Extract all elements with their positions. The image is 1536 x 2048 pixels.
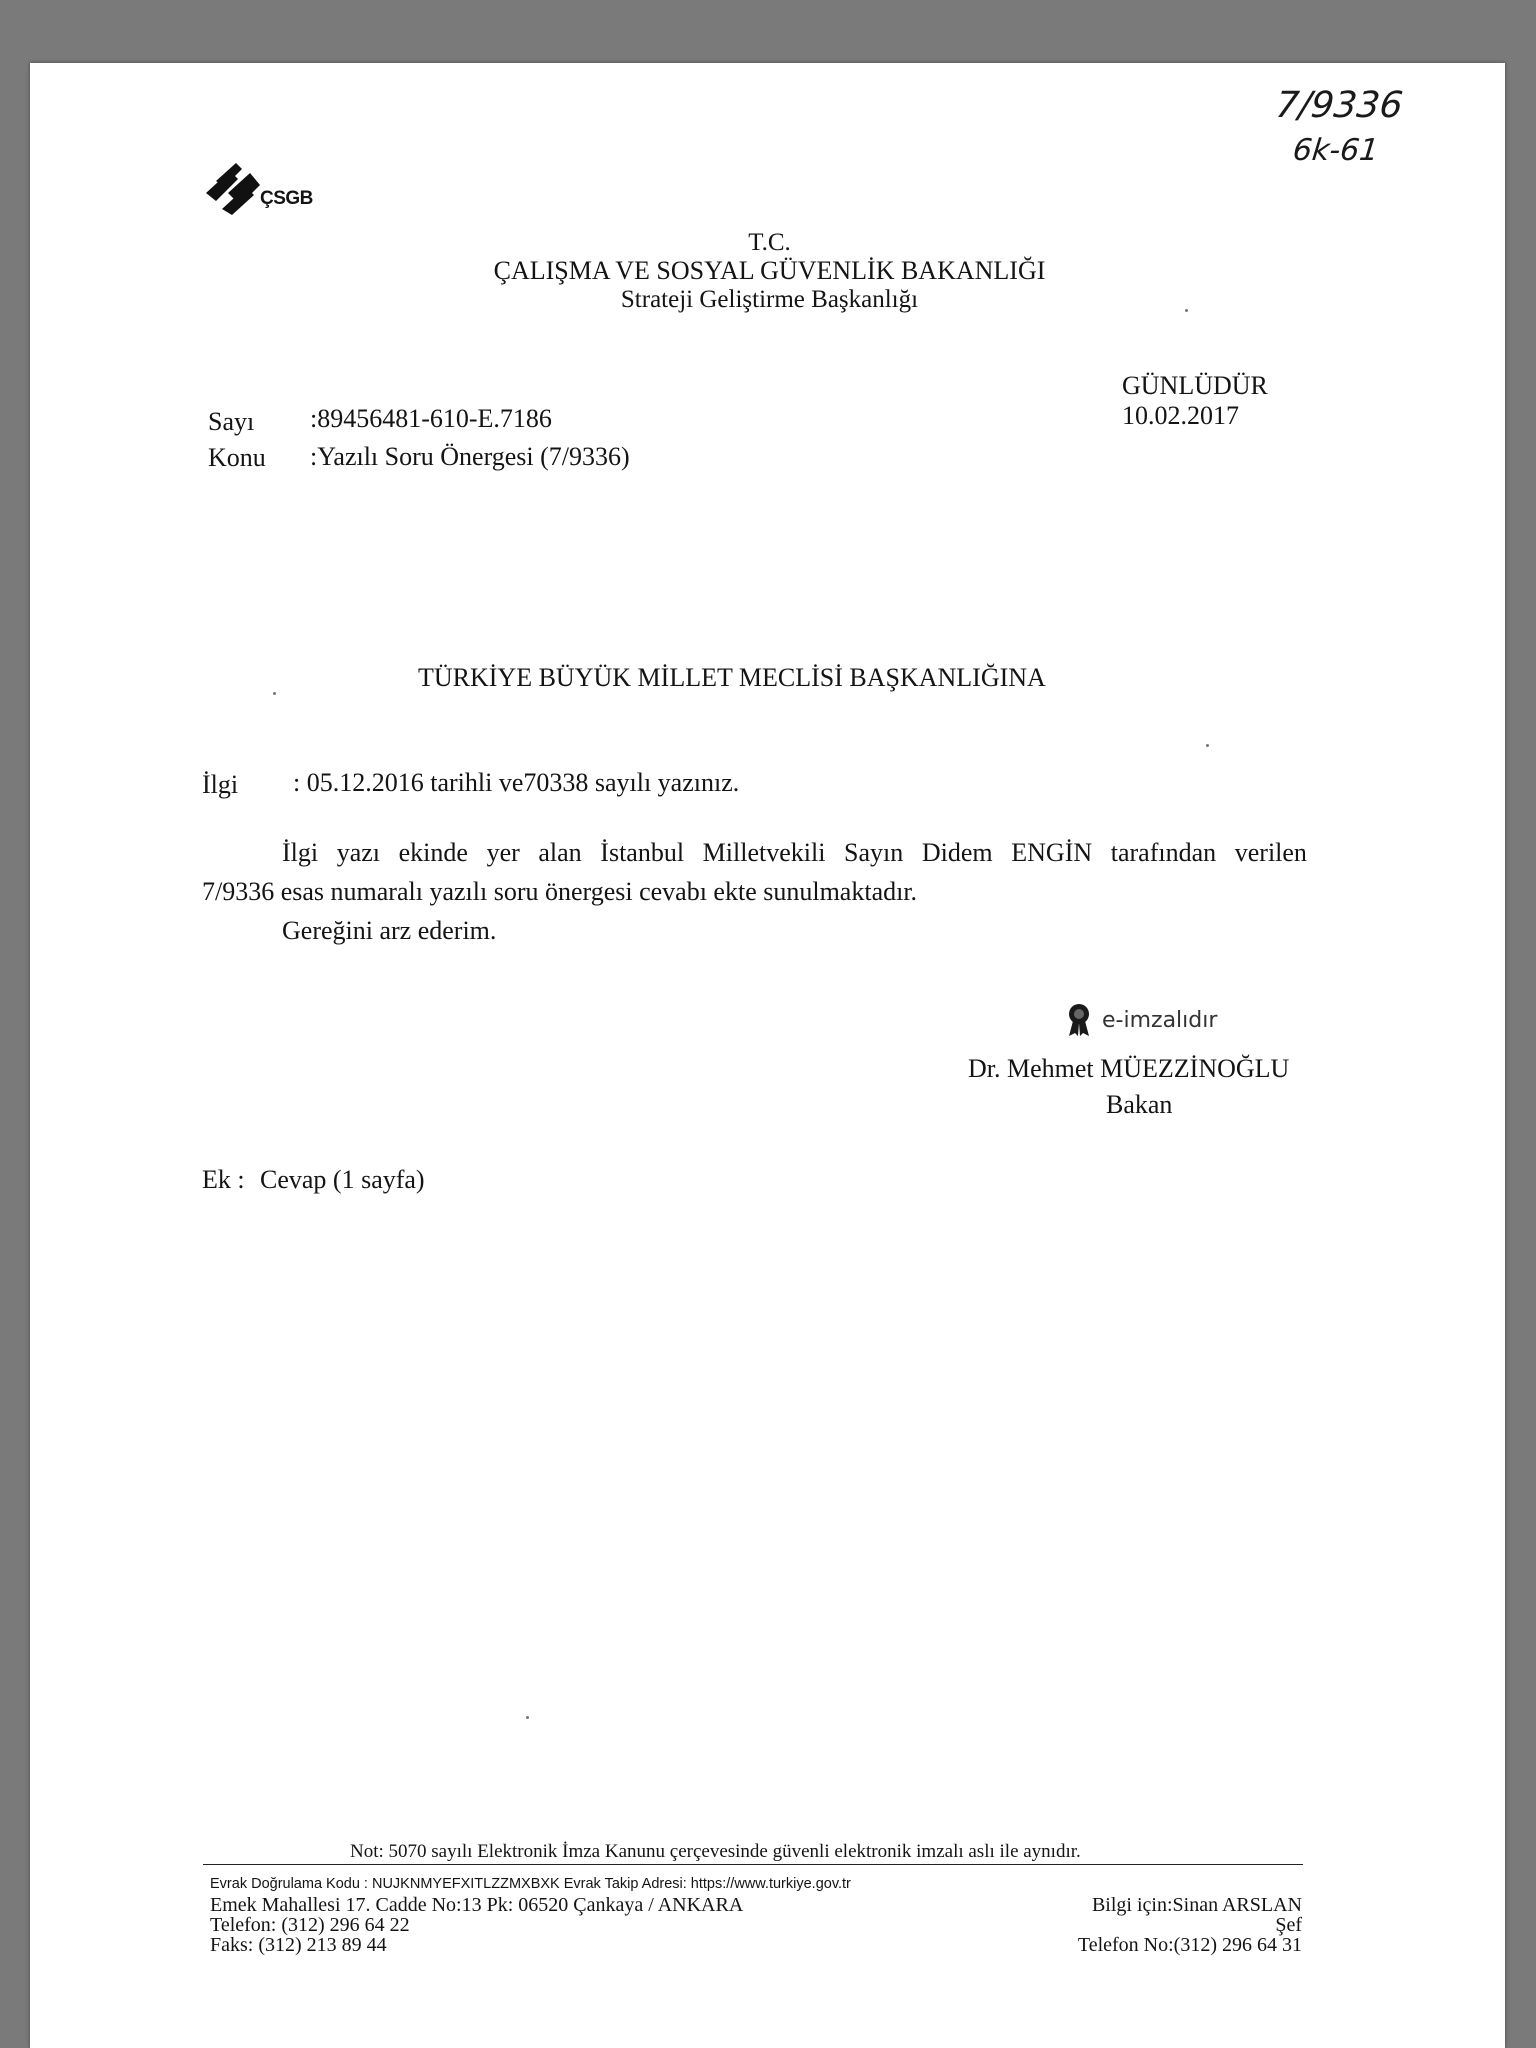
csgb-logo-text: ÇSGB [260, 188, 313, 209]
scan-speck [273, 692, 276, 695]
header-ministry: ÇALIŞMA VE SOSYAL GÜVENLİK BAKANLIĞI [493, 256, 1046, 285]
body-paragraph [202, 833, 1307, 950]
body-word: verilen [1234, 838, 1307, 867]
body-word: tarafından [1110, 838, 1217, 867]
scan-speck [1206, 744, 1209, 747]
csgb-logo [202, 153, 352, 223]
body-word: Sayın [844, 838, 904, 867]
esignature [1066, 1003, 1217, 1037]
body-word: İstanbul [600, 838, 685, 867]
attachment-label: Ek : [202, 1165, 245, 1194]
document-page [30, 63, 1505, 2048]
signer-title: Bakan [1106, 1090, 1173, 1119]
konu-label: Konu [208, 443, 266, 472]
body-word: ENGİN [1011, 838, 1093, 867]
body-word: Didem [921, 838, 993, 867]
body-word: Milletvekili [702, 838, 826, 867]
konu-value: :Yazılı Soru Önergesi (7/9336) [310, 442, 630, 471]
ilgi-label: İlgi [202, 770, 239, 799]
scan-speck [1185, 309, 1188, 312]
esignature-label: e-imzalıdır [1102, 1007, 1218, 1033]
footer-fax: Faks: (312) 213 89 44 [210, 1934, 387, 1956]
body-word: yer [486, 838, 520, 867]
header-department: Strateji Geliştirme Başkanlığı [620, 286, 919, 313]
handwritten-number: 7/9336 [1273, 85, 1405, 126]
body-word: İlgi [282, 838, 319, 867]
document-date: 10.02.2017 [1122, 401, 1239, 430]
footer-note: Not: 5070 sayılı Elektronik İmza Kanunu çerçevesinde güvenli elektronik imzalı aslı ile aynıdır. [350, 1841, 1081, 1862]
footer-phone: Telefon: (312) 296 64 22 [210, 1914, 410, 1936]
handwritten-code: 6k-61 [1291, 133, 1381, 168]
footer-info-title: Şef [1275, 1914, 1302, 1936]
ilgi-value: : 05.12.2016 tarihli ve70338 sayılı yazınız. [293, 768, 740, 797]
body-line-3: Gereğini arz ederim. [282, 916, 497, 945]
footer-divider [203, 1864, 1303, 1865]
body-line-2: 7/9336 esas numaralı yazılı soru önergesi cevabı ekte sunulmaktadır. [202, 877, 918, 906]
sayi-label: Sayı [208, 407, 255, 436]
signer-name: Dr. Mehmet MÜEZZİNOĞLU [968, 1054, 1290, 1083]
body-word: yazı [336, 838, 381, 867]
urgency-label: GÜNLÜDÜR [1122, 371, 1268, 400]
verification-code: Evrak Doğrulama Kodu : NUJKNMYEFXITLZZMXBXK Evrak Takip Adresi: https://www.turkiye.gov.tr [210, 1876, 851, 1892]
body-line-1 [202, 833, 1307, 872]
footer-address: Emek Mahallesi 17. Cadde No:13 Pk: 06520 Çankaya / ANKARA [210, 1894, 744, 1916]
footer-info-contact: Bilgi için:Sinan ARSLAN [1091, 1894, 1302, 1916]
addressee: TÜRKİYE BÜYÜK MİLLET MECLİSİ BAŞKANLIĞINA [418, 663, 1046, 692]
body-word: ekinde [398, 838, 468, 867]
seal-ribbon-icon [1066, 1003, 1092, 1037]
body-word: alan [538, 838, 582, 867]
header-tc: T.C. [748, 229, 791, 256]
footer-info-phone: Telefon No:(312) 296 64 31 [1077, 1934, 1302, 1956]
attachment-value: Cevap (1 sayfa) [260, 1165, 425, 1194]
sayi-value: :89456481-610-E.7186 [310, 404, 552, 433]
scan-speck [526, 1716, 529, 1719]
